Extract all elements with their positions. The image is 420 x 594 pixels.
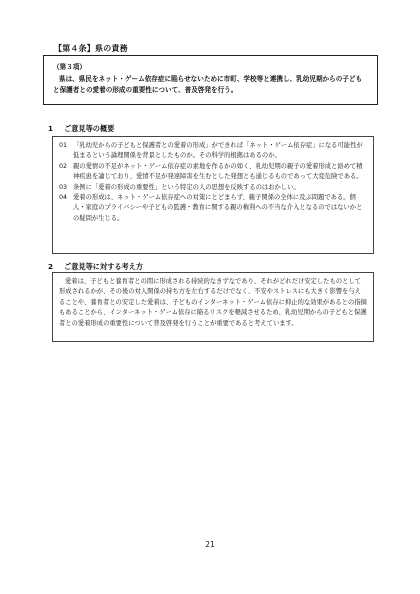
section-2-number: 2: [48, 262, 54, 271]
opinion-text: 親の愛情の不足がネット・ゲーム依存症の素地を作るかの如く、乳幼児期の親子の愛着形成と絡めて精神疾患を論じており、愛情不足が発達障害を生むとした発想とも通じるものであって大変危険である。: [73, 162, 363, 181]
article-text-box: [43, 55, 378, 105]
opinion-number: 03: [59, 183, 68, 191]
section-2-title: ご意見等に対する考え方: [64, 262, 144, 271]
section-2-heading: [48, 262, 143, 272]
paragraph-label: （第３項）: [53, 63, 86, 71]
opinion-number: 01: [59, 142, 68, 149]
opinion-summary-box: [52, 136, 374, 254]
response-box: 愛着は、子どもと養育者との間に形成される持続的なきずなであり、それがどれだけ安定したものとして形成されるかが、その後の対人関係の持ち方を左右するだけでなく、不安やストレスにも大きく影響を与えることや、養育者との安定した愛着は、子どものインターネット・ゲーム依存に抑止的な効果があるとの指摘もあることから、インターネット・ゲーム依存に陥るリスクを軽減させるため、乳幼児期からの子どもと保護者との愛着形成の重要性について普及啓発を行うことが重要であると考えています。: [52, 272, 374, 342]
section-1-number: 1: [48, 124, 54, 133]
opinion-item: [59, 162, 367, 183]
page-number: 21: [205, 540, 215, 549]
opinion-item: [59, 183, 367, 193]
section-1-title: ご意見等の概要: [64, 124, 115, 133]
opinion-number: 04: [59, 194, 68, 202]
opinion-text: 愛着の形成は、ネット・ゲーム依存症への対策にとどまらず、親子関係の全体に及ぶ問題である。個人・家庭のプライバシーや子どもの監護・教育に関する親の権利への不当な介入となるのではないかとの疑問が生じる。: [73, 194, 363, 222]
article-body: 県は、県民をネット・ゲーム依存症に陥らせないために市町、学校等と連携し、乳幼児期からの子どもと保護者との愛着の形成の重要性について、普及啓発を行う。: [53, 74, 363, 94]
opinion-text: 「乳幼児からの子どもと保護者との愛着の形成」ができれば「ネット・ゲーム依存症」になる可能性が低まるという論理関係を背景としたものか。その科学的根拠はあるのか。: [73, 142, 363, 160]
section-1-heading: [48, 124, 114, 134]
article-header: 【第４条】県の責務: [54, 44, 128, 53]
opinion-item: [59, 141, 367, 162]
opinion-text: 条例に「愛着の形成の重要性」という特定の人の思想を反映するのはおかしい。: [73, 183, 300, 191]
opinion-number: 02: [59, 162, 68, 170]
opinion-item: [59, 193, 367, 224]
